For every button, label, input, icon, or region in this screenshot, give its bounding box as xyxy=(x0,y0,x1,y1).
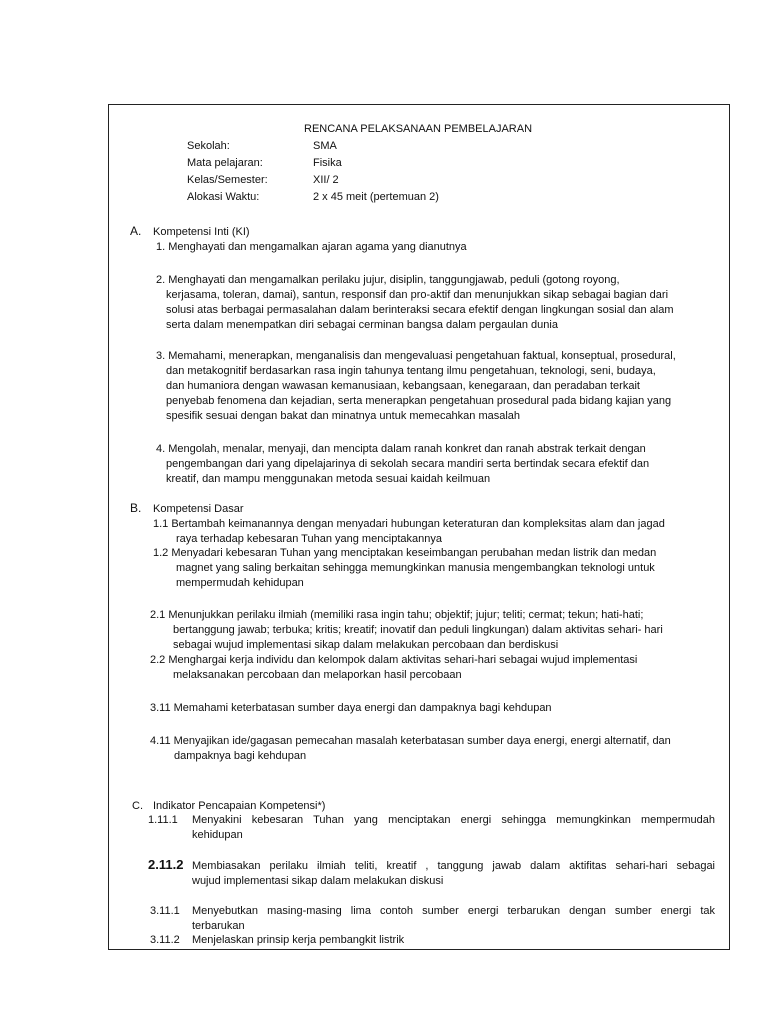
ki-3-line-3: dan humaniora dengan wawasan kemanusiaan, kebangsaan, kenegaraan, dan peradaban terkait xyxy=(166,380,640,392)
ipk-3-11-2-line-1: Menjelaskan prinsip kerja pembangkit listrik xyxy=(192,934,405,946)
ipk-2-11-2-number: 2.11.2 xyxy=(148,857,184,872)
kd-2-1-line-1: 2.1 Menunjukkan perilaku ilmiah (memiliki rasa ingin tahu; objektif; jujur; teliti; cermat; tekun; hati-hati; xyxy=(150,609,644,621)
section-c-title: Indikator Pencapaian Kompetensi*) xyxy=(153,800,326,812)
kd-4-11-line-1: 4.11 Menyajikan ide/gagasan pemecahan masalah keterbatasan sumber daya energi, energi alternatif, dan xyxy=(150,735,671,747)
ki-3-line-2: dan metakognitif berdasarkan rasa ingin tahunya tentang ilmu pengetahuan, teknologi, seni, budaya, xyxy=(166,365,656,377)
kd-2-2-line-1: 2.2 Menghargai kerja individu dan kelompok dalam aktivitas sehari-hari sebagai wujud implementasi xyxy=(150,654,638,666)
ipk-3-11-1-line-1: Menyebutkan masing-masing lima contoh sumber energi terbarukan dengan sumber energi tak xyxy=(192,905,715,917)
kd-1-1-line-1: 1.1 Bertambah keimanannya dengan menyadari hubungan keteraturan dan kompleksitas alam dan jagad xyxy=(153,518,665,530)
header-value-sekolah: SMA xyxy=(313,140,337,152)
ki-item-2 xyxy=(156,273,674,333)
kd-1-1-line-2: raya terhadap kebesaran Tuhan yang menciptakannya xyxy=(176,533,443,545)
ipk-3-11-1-number: 3.11.1 xyxy=(150,905,180,917)
ki-item-3 xyxy=(156,349,676,424)
ipk-3-11-1-line-2: terbarukan xyxy=(192,920,245,932)
ki-4-line-3: kreatif, dan mampu menggunakan metoda sesuai kaidah keilmuan xyxy=(166,473,491,485)
ki-2-line-4: serta dalam menempatkan diri sebagai cerminan bangsa dalam pergaulan dunia xyxy=(166,319,558,331)
ki-4-line-2: pengembangan dari yang dipelajarinya di sekolah secara mandiri serta bertindak secara efektif dan xyxy=(166,458,650,470)
ipk-1-11-1-number: 1.11.1 xyxy=(148,814,178,826)
kd-4-11 xyxy=(150,734,715,764)
section-a-letter: A. xyxy=(130,224,142,238)
kd-2-2 xyxy=(150,653,715,683)
ipk-1-11-1 xyxy=(148,813,715,843)
ki-item-1 xyxy=(156,240,467,255)
ipk-2-11-2-line-2: wujud implementasi sikap dalam melakukan diskusi xyxy=(192,875,444,887)
header-value-mapel: Fisika xyxy=(313,157,342,169)
header-key-mapel: Mata pelajaran: xyxy=(187,157,263,169)
kd-3-11 xyxy=(150,701,552,716)
kd-1-2-line-2: magnet yang saling berkaitan sehingga memungkinkan manusia mengembangkan teknologi untuk xyxy=(176,562,655,574)
ipk-2-11-2-line-1: Membiasakan perilaku ilmiah teliti, kreatif , tanggung jawab dalam aktifitas sehari-hari sebagai xyxy=(192,860,715,872)
header-key-kelas: Kelas/Semester: xyxy=(187,174,268,186)
section-a-title: Kompetensi Inti (KI) xyxy=(153,226,250,238)
kd-2-1 xyxy=(150,608,715,653)
header-value-alokasi: 2 x 45 meit (pertemuan 2) xyxy=(313,191,439,203)
ki-item-4 xyxy=(156,442,649,487)
header-key-sekolah: Sekolah: xyxy=(187,140,230,152)
header-key-alokasi: Alokasi Waktu: xyxy=(187,191,260,203)
kd-1-1 xyxy=(153,517,715,547)
ki-4-line-1: 4. Mengolah, menalar, menyaji, dan mencipta dalam ranah konkret dan ranah abstrak terkait dengan xyxy=(156,443,646,455)
ipk-2-11-2 xyxy=(148,857,715,889)
ki-2-line-2: kerjasama, toleran, damai), santun, responsif dan pro-aktif dan menunjukkan sikap sebagai bagian dari xyxy=(166,289,669,301)
ipk-1-11-1-line-2: kehidupan xyxy=(192,829,243,841)
kd-2-2-line-2: melaksanakan percobaan dan melaporkan hasil percobaan xyxy=(173,669,462,681)
kd-2-1-line-2: bertanggung jawab; terbuka; kritis; kreatif; inovatif dan peduli lingkungan) dalam aktivitas sehari- hari xyxy=(173,624,663,636)
kd-1-2 xyxy=(153,546,715,591)
ipk-3-11-2 xyxy=(150,933,715,948)
header-value-kelas: XII/ 2 xyxy=(313,174,339,186)
section-b-letter: B. xyxy=(130,501,142,515)
section-c-letter: C. xyxy=(132,800,143,812)
kd-4-11-line-2: dampaknya bagi kehdupan xyxy=(174,750,307,762)
ki-1-line-1: 1. Menghayati dan mengamalkan ajaran agama yang dianutnya xyxy=(156,241,467,253)
kd-1-2-line-3: mempermudah kehidupan xyxy=(176,577,304,589)
ki-2-line-1: 2. Menghayati dan mengamalkan perilaku jujur, disiplin, tanggungjawab, peduli (gotong royong, xyxy=(156,274,620,286)
ki-3-line-4: penyebab fenomena dan kejadian, serta menerapkan pengetahuan prosedural pada bidang kajian yang xyxy=(166,395,672,407)
ipk-1-11-1-line-1: Menyakini kebesaran Tuhan yang menciptakan energi sehingga memungkinkan mempermudah xyxy=(192,814,715,826)
ipk-3-11-1 xyxy=(150,904,715,934)
section-b-title: Kompetensi Dasar xyxy=(153,503,244,515)
kd-3-11-line-1: 3.11 Memahami keterbatasan sumber daya energi dan dampaknya bagi kehdupan xyxy=(150,702,552,714)
kd-1-2-line-1: 1.2 Menyadari kebesaran Tuhan yang menciptakan keseimbangan perubahan medan listrik dan medan xyxy=(153,547,657,559)
ipk-3-11-2-number: 3.11.2 xyxy=(150,934,180,946)
kd-2-1-line-3: sebagai wujud implementasi sikap dalam melakukan percobaan dan berdiskusi xyxy=(173,639,559,651)
document-title: RENCANA PELAKSANAAN PEMBELAJARAN xyxy=(304,123,533,135)
ki-2-line-3: solusi atas berbagai permasalahan dalam berinteraksi secara efektif dengan lingkungan sosial dan alam xyxy=(166,304,674,316)
ki-3-line-1: 3. Memahami, menerapkan, menganalisis dan mengevaluasi pengetahuan faktual, konseptual, prosedural, xyxy=(156,350,676,362)
ki-3-line-5: spesifik sesuai dengan bakat dan minatnya untuk memecahkan masalah xyxy=(166,410,521,422)
